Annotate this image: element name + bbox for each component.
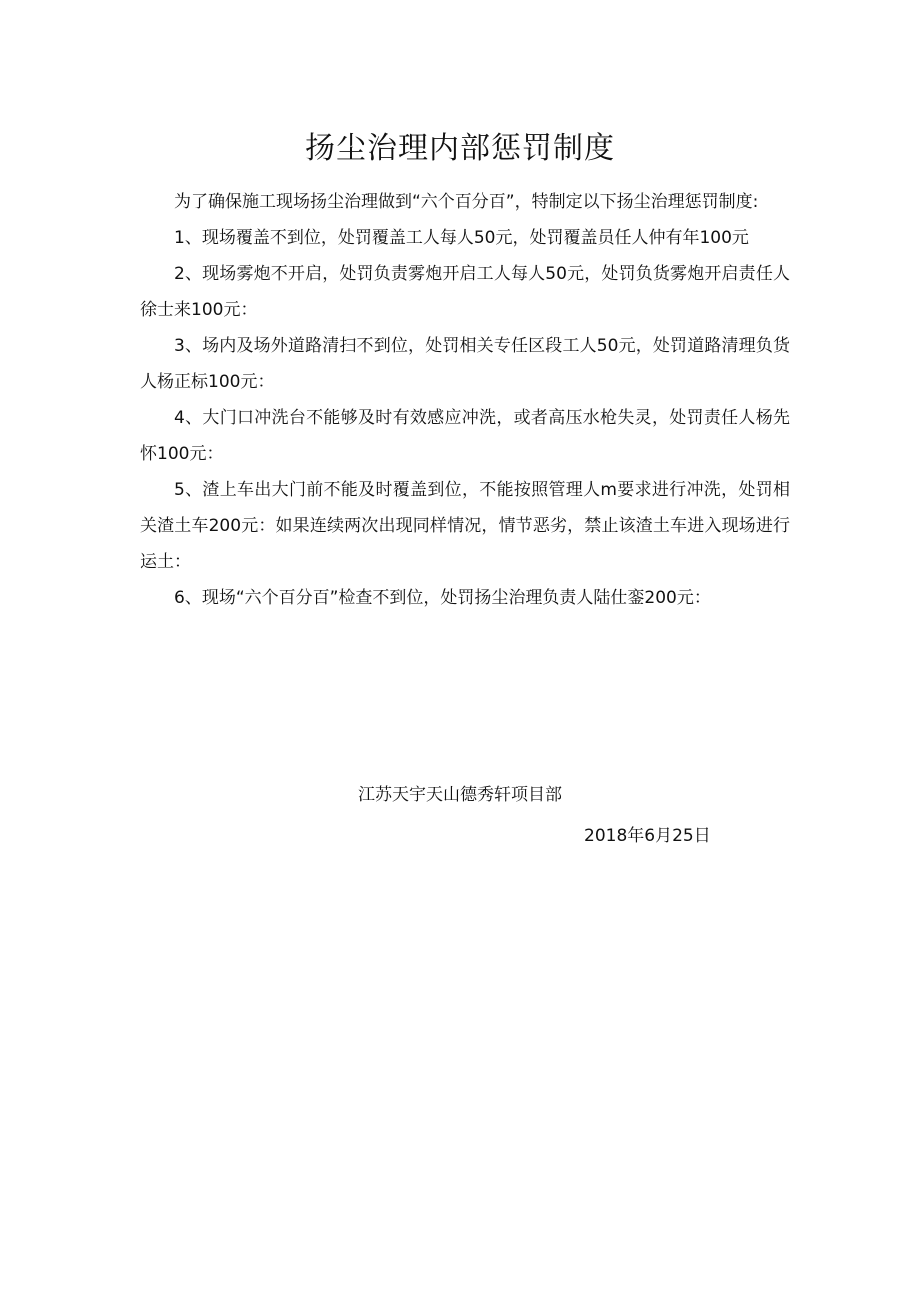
document-body: [140, 184, 790, 616]
rule-2-paragraph: 2、现场雾炮不开启，处罚负责雾炮开启工人每人50元，处罚负货雾炮开启责任人徐士来100元：: [140, 264, 790, 320]
rule-4-paragraph: 4、大门口冲洗台不能够及时有效感应冲洗，或者高压水枪失灵，处罚责任人杨先怀100元：: [140, 408, 790, 464]
document-title: 扬尘治理内部惩罚制度: [305, 131, 615, 166]
rule-1-paragraph: 1、现场覆盖不到位，处罚覆盖工人每人50元，处罚覆盖员任人仲有年100元: [174, 228, 749, 248]
rule-3-paragraph: 3、场内及场外道路清扫不到位，处罚相关专任区段工人50元，处罚道路清理负货人杨正标100元：: [140, 336, 790, 392]
rule-6-paragraph: 6、现场“六个百分百”检查不到位，处罚扬尘治理负责人陆仕銮200元：: [174, 588, 711, 608]
organization-signature: 江苏天宇天山德秀轩项目部: [358, 785, 562, 805]
document-date: 2018年6月25日: [584, 826, 711, 846]
rule-5-paragraph: 5、渣上车出大门前不能及时覆盖到位，不能按照管理人m要求进行冲洗，处罚相关渣土车200元：如果连续两次出现同样情况，情节恶劣，禁止该渣土车进入现场进行运土：: [140, 480, 790, 572]
intro-paragraph: 为了确保施工现场扬尘治理做到“六个百分百”，特制定以下扬尘治理惩罚制度:: [174, 192, 759, 212]
